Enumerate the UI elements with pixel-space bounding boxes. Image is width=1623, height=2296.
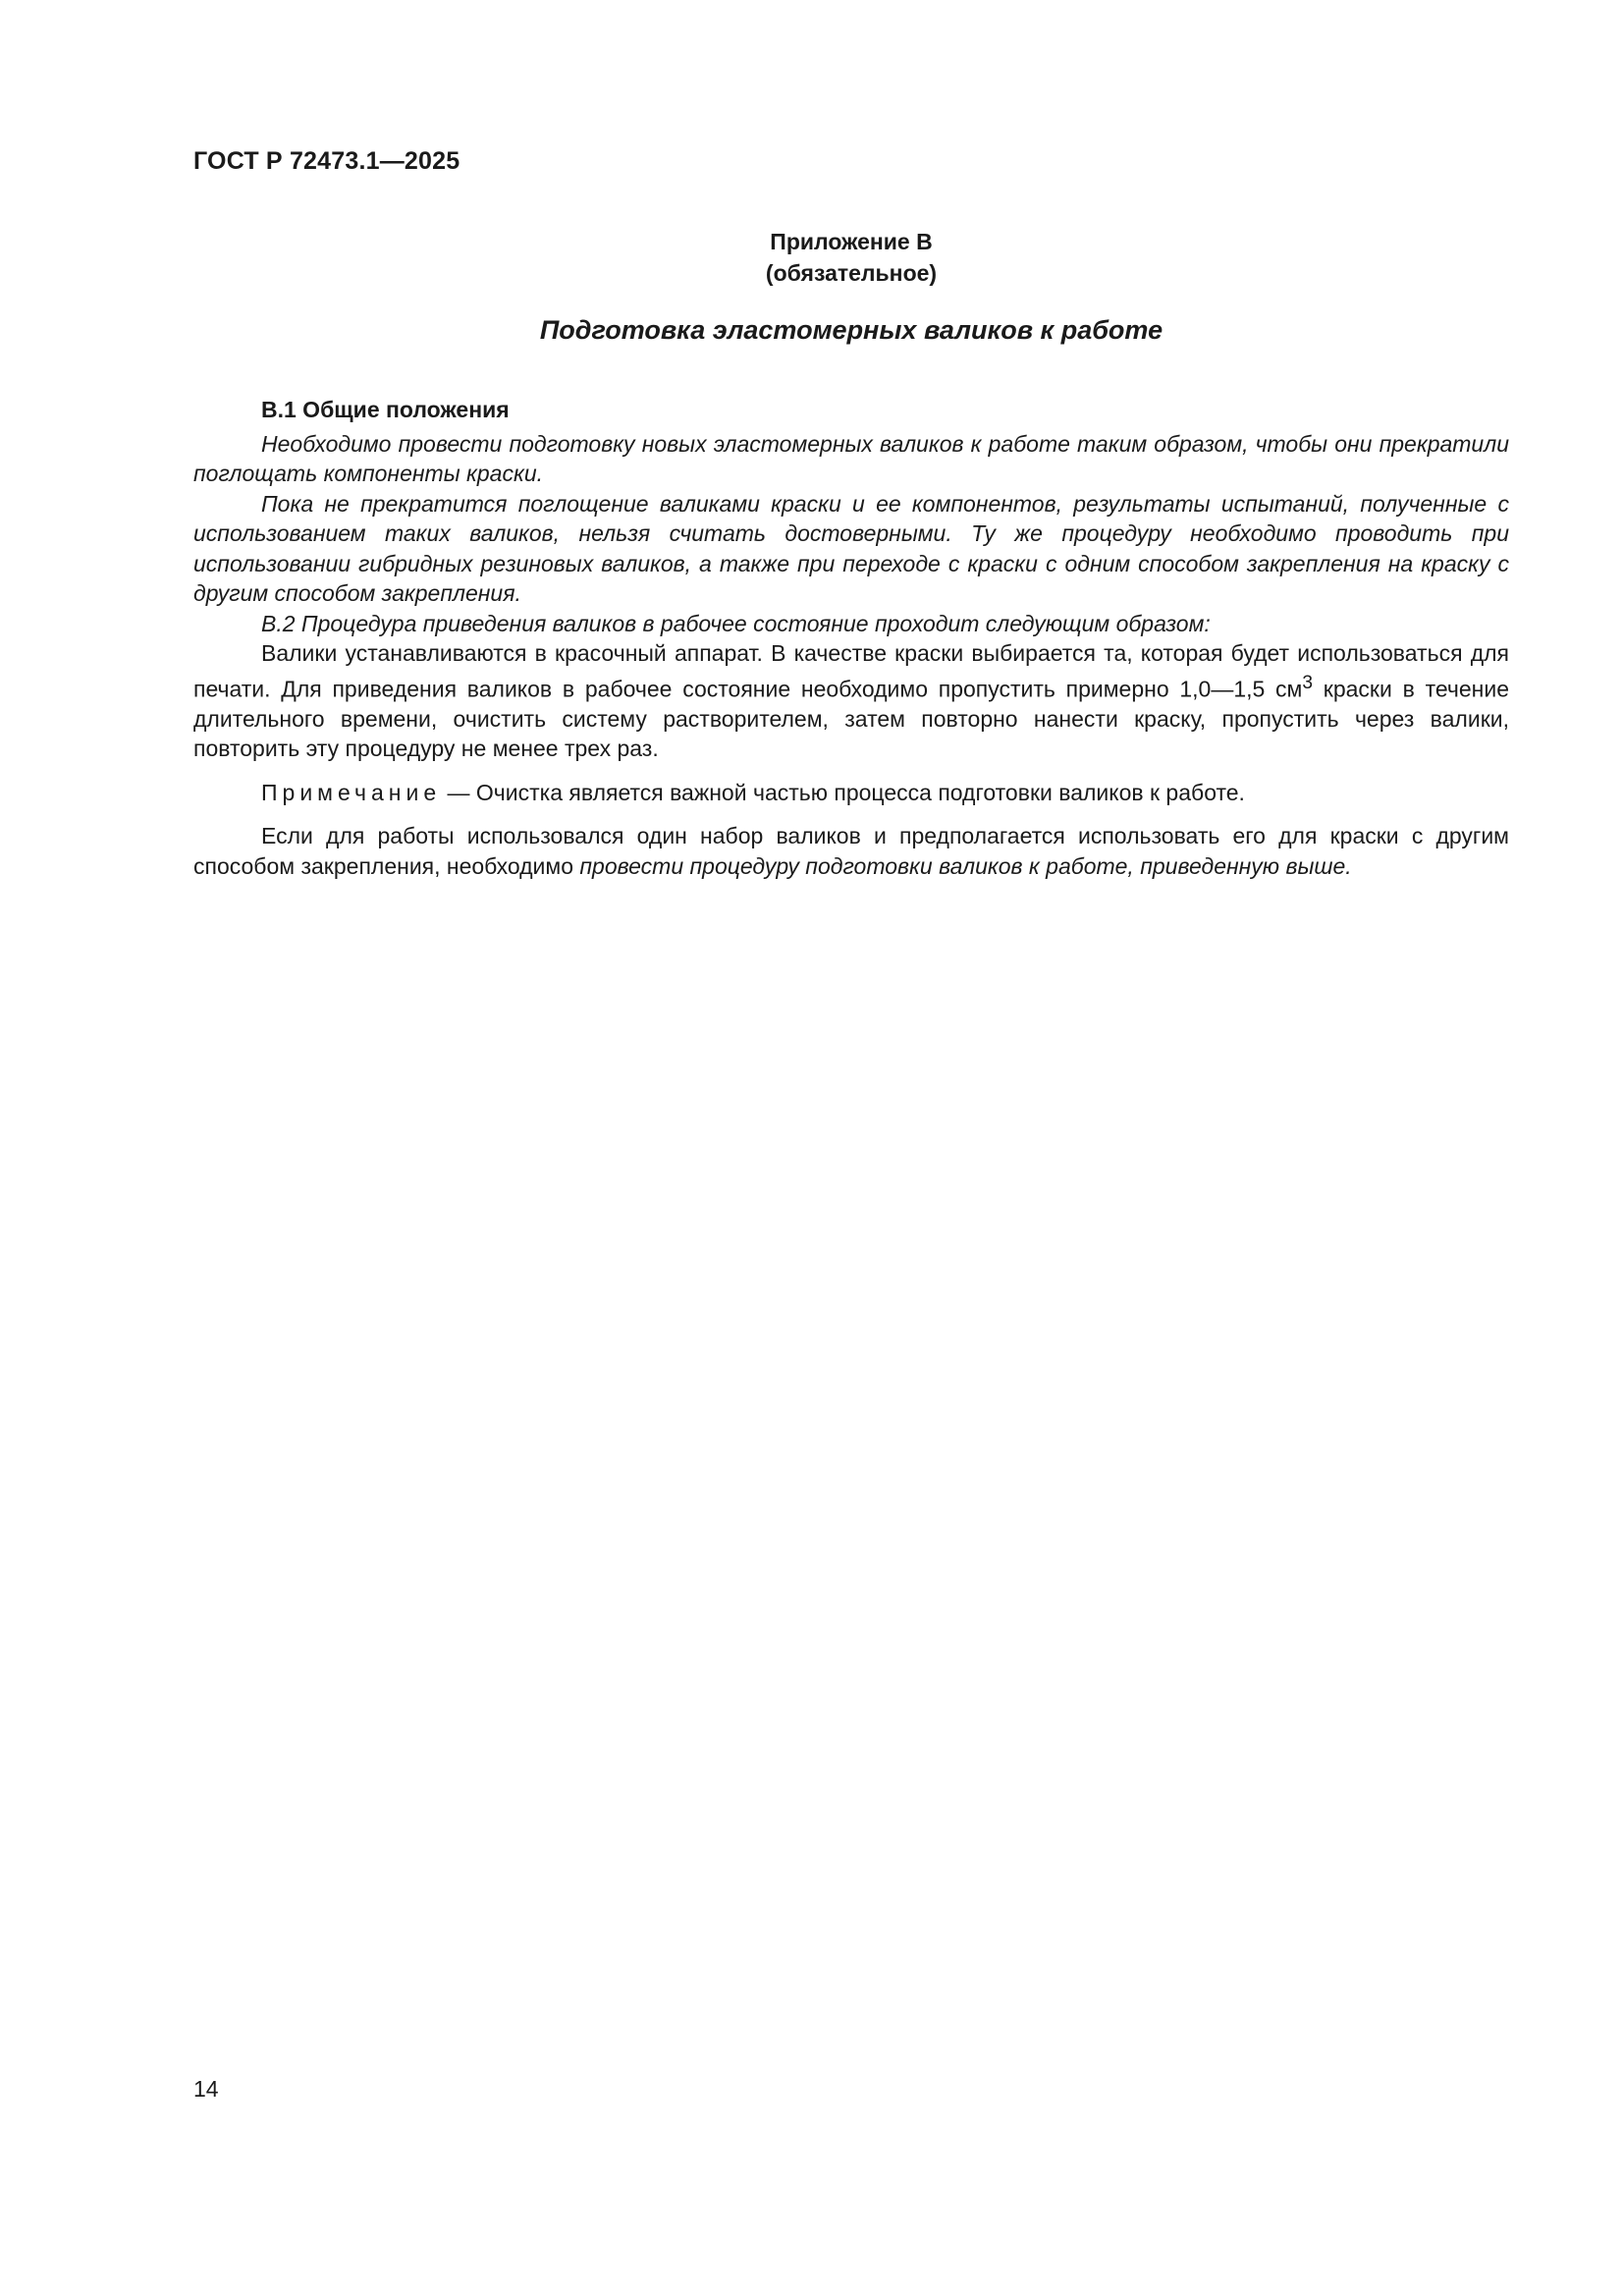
final-text-italic: провести процедуру подготовки валиков к работе, приведенную выше.: [579, 852, 1352, 879]
note-text: — Очистка является важной частью процесса подготовки валиков к работе.: [441, 779, 1245, 805]
unit-superscript: 3: [1302, 672, 1314, 693]
final-text-plain: Если для работы использовался один набор валиков и предполагается использовать его для краски с другим способом закрепления, необходимо: [193, 823, 1509, 879]
paragraph-b1-1: Необходимо провести подготовку новых эластомерных валиков к работе таким образом, чтобы они прекратили поглощать компоненты краски.: [193, 430, 1509, 486]
page-number: 14: [193, 2076, 219, 2102]
appendix-label: Приложение В: [770, 229, 933, 254]
document-code: ГОСТ Р 72473.1—2025: [193, 147, 460, 175]
section-heading-b1: В.1 Общие положения: [261, 397, 510, 422]
procedure-text-end: краски в течение длительного времени, очистить систему растворителем, затем повторно нанести краску, пропустить через валики, повторить эту процедуру не менее трех раз.: [193, 676, 1509, 762]
note: [193, 778, 1509, 808]
procedure-text-start: Валики устанавливаются в красочный аппарат. В качестве краски выбирается та, которая будет использоваться для печати. Для приведения валиков в рабочее состояние необходимо пропустить примерно 1,0—1,5 см: [193, 640, 1509, 702]
appendix-status: (обязательное): [765, 260, 938, 286]
paragraph-b2-procedure: [193, 638, 1509, 764]
paragraph-b1-2: Пока не прекратится поглощение валиками краски и ее компонентов, результаты испытаний, полученные с использованием таких валиков, нельзя считать достоверными. Ту же процедуру необходимо проводить при использовании гибридных резиновых валиков, а также при переходе с краски с одним способом закрепления на краску с другим способом закрепления.: [193, 490, 1509, 606]
note-label: Примечание: [261, 779, 442, 805]
appendix-body: [193, 395, 1509, 881]
paragraph-final: [193, 821, 1509, 881]
appendix-title: Подготовка эластомерных валиков к работе: [539, 315, 1163, 345]
paragraph-b2-heading: В.2 Процедура приведения валиков в рабочее состояние проходит следующим образом:: [261, 610, 1211, 636]
appendix-heading: [193, 226, 1509, 289]
